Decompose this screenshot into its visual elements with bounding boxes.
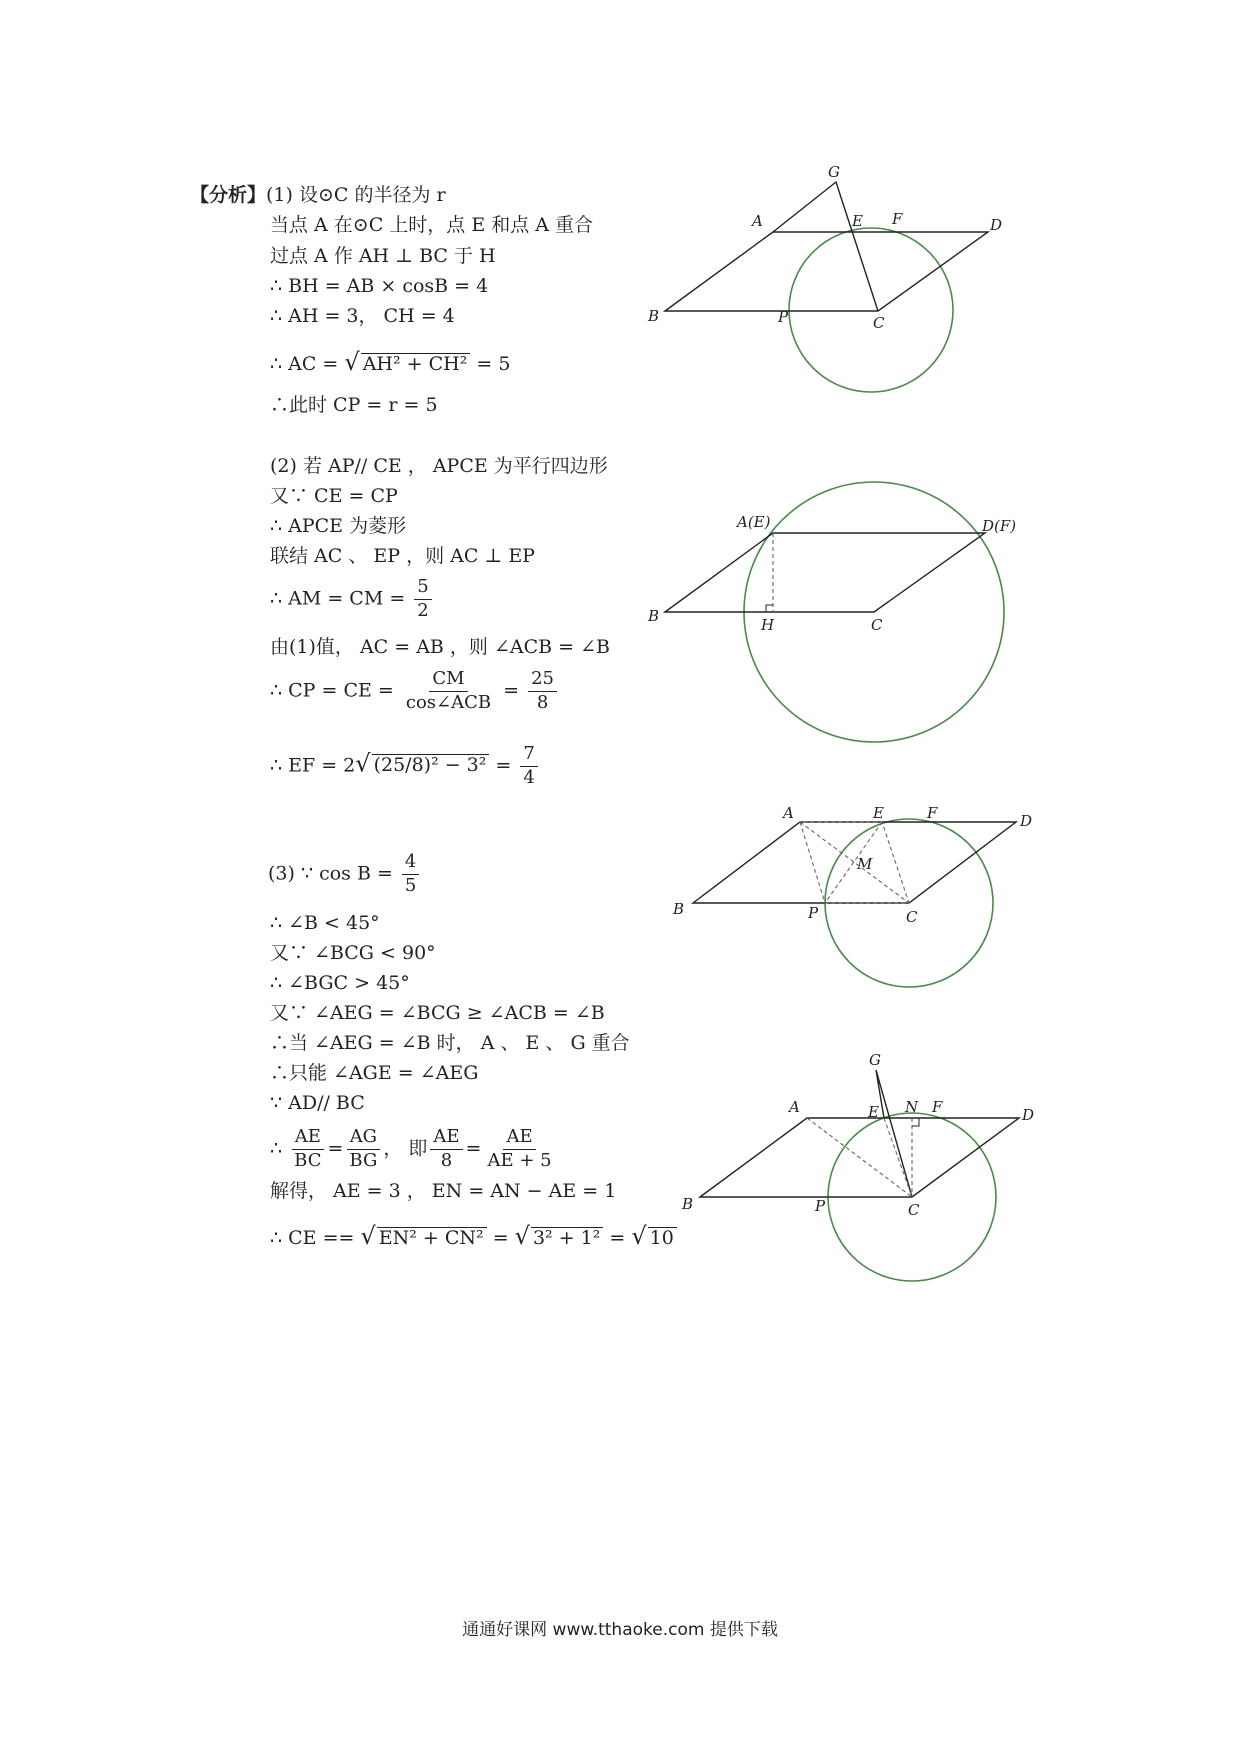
- p2-line-2: 又∵ CE = CP: [270, 485, 398, 507]
- fraction: $\frac{AG}{BG}$: [346, 1128, 380, 1171]
- label-b: B: [673, 900, 685, 918]
- p2-line-7: ∴ CP = CE = $\frac{CM}{\text{cos∠ACB}}$ = $\frac{25}{8}$: [270, 670, 560, 713]
- fraction: $\frac{CM}{\text{cos∠ACB}}$: [405, 668, 492, 713]
- parallelogram-abcd: [665, 232, 988, 311]
- label-a: A: [789, 1098, 800, 1116]
- label-e: E: [873, 804, 884, 822]
- right-angle-mark: [766, 605, 773, 612]
- label-m: M: [857, 855, 873, 873]
- label-d: D: [1020, 812, 1033, 830]
- segment-e-g-c: [876, 1070, 912, 1197]
- fraction: $\frac{25}{8}$: [528, 670, 557, 713]
- label-g: G: [869, 1051, 881, 1069]
- p2-line-3: ∴ APCE 为菱形: [270, 515, 407, 537]
- p1-line-3: 过点 A 作 AH ⊥ BC 于 H: [270, 245, 496, 267]
- fraction: $\frac{AE}{8}$: [430, 1128, 462, 1171]
- label-f: F: [892, 210, 903, 228]
- fraction: $\frac{4}{5}$: [402, 853, 419, 896]
- label-e: E: [852, 212, 863, 230]
- p2-line-1: (2) 若 AP// CE ， APCE 为平行四边形: [270, 455, 608, 477]
- p3-line-11: ∴ CE == √ EN² + CN² = √ 3² + 1² = √ 10: [270, 1224, 677, 1248]
- label-a: A: [752, 212, 763, 230]
- label-b: B: [682, 1195, 694, 1213]
- p3-line-8: ∵ AD// BC: [270, 1092, 365, 1114]
- figure-1: [647, 163, 1002, 392]
- label-h: H: [761, 616, 775, 634]
- label-c: C: [906, 908, 918, 926]
- label-d: D: [1022, 1106, 1035, 1124]
- segment-a-g-c: [773, 182, 878, 311]
- right-angle-mark: [912, 1118, 919, 1126]
- figure-4: [681, 1051, 1034, 1281]
- p3-line-1: (3) ∵ cos B = $\frac{4}{5}$: [268, 853, 422, 896]
- dashed-ac: [807, 1118, 912, 1197]
- label-f: F: [932, 1098, 943, 1116]
- p2-line-5: ∴ AM = CM = $\frac{5}{2}$: [270, 578, 435, 621]
- diagonal-ac: [800, 822, 909, 903]
- footer-text: 通通好课网 www.tthaoke.com 提供下载: [462, 1620, 778, 1640]
- label-b: B: [648, 307, 660, 325]
- p1-line-4: ∴ BH = AB × cosB = 4: [270, 275, 489, 297]
- label-e: E: [868, 1103, 879, 1121]
- parallelogram-abcd: [665, 533, 985, 612]
- figure-3: [672, 804, 1032, 987]
- p3-line-4: ∴ ∠BGC > 45°: [270, 972, 410, 994]
- p3-line-7: ∴只能 ∠AGE = ∠AEG: [270, 1062, 479, 1084]
- label-n: N: [905, 1098, 919, 1116]
- diagonal-ep: [825, 822, 882, 903]
- label-p: P: [808, 904, 819, 922]
- p1-line-2: 当点 A 在⊙C 上时，点 E 和点 A 重合: [270, 214, 594, 236]
- p3-line-5: 又∵ ∠AEG = ∠BCG ≥ ∠ACB = ∠B: [270, 1002, 605, 1024]
- analysis-line-1: 【分析】(1) 设⊙C 的半径为 r: [190, 184, 446, 206]
- p3-line-10: 解得， AE = 3 ， EN = AN − AE = 1: [270, 1180, 617, 1202]
- label-c: C: [871, 616, 883, 634]
- fraction: $\frac{AE}{BC}$: [291, 1128, 324, 1171]
- p1-line-6: ∴ AC = √ AH² + CH² = 5: [270, 348, 511, 376]
- label-b: B: [648, 607, 660, 625]
- label-p: P: [778, 308, 789, 326]
- label-c: C: [908, 1201, 920, 1219]
- p3-line-6: ∴当 ∠AEG = ∠B 时， A 、 E 、 G 重合: [270, 1032, 630, 1054]
- parallelogram-abcd: [693, 822, 1016, 903]
- label-c: C: [873, 314, 885, 332]
- label-g: G: [828, 163, 840, 181]
- p1-line-5: ∴ AH = 3， CH = 4: [270, 305, 455, 327]
- p3-line-3: 又∵ ∠BCG < 90°: [270, 942, 436, 964]
- p1-line-7: ∴此时 CP = r = 5: [270, 394, 438, 416]
- fraction: $\frac{AE}{AE + 5}$: [487, 1126, 552, 1171]
- label-d: D: [990, 216, 1003, 234]
- circle-c: [789, 228, 953, 392]
- p2-line-4: 联结 AC 、 EP ，则 AC ⊥ EP: [270, 545, 535, 567]
- label-p: P: [815, 1197, 826, 1215]
- fraction: $\frac{5}{2}$: [414, 578, 431, 621]
- p2-line-6: 由(1)值， AC = AB ，则 ∠ACB = ∠B: [270, 636, 610, 658]
- analysis-tag: 【分析】: [190, 184, 267, 206]
- label-d-f: D(F): [982, 517, 1017, 535]
- dashed-ec: [884, 1118, 912, 1197]
- p3-line-9: ∴ $\frac{AE}{BC}$ = $\frac{AG}{BG}$ ， 即 $\frac{AE}{8}$ = $\frac{AE}{AE + 5}$: [270, 1128, 558, 1171]
- fraction: $\frac{7}{4}$: [520, 745, 537, 788]
- label-a-e: A(E): [737, 513, 771, 531]
- label-f: F: [927, 804, 938, 822]
- figure-2: [647, 482, 1016, 742]
- p3-line-2: ∴ ∠B < 45°: [270, 912, 380, 934]
- label-a: A: [783, 804, 794, 822]
- p2-line-8: ∴ EF = 2√ (25/8)² − 3² = $\frac{7}{4}$: [270, 745, 541, 788]
